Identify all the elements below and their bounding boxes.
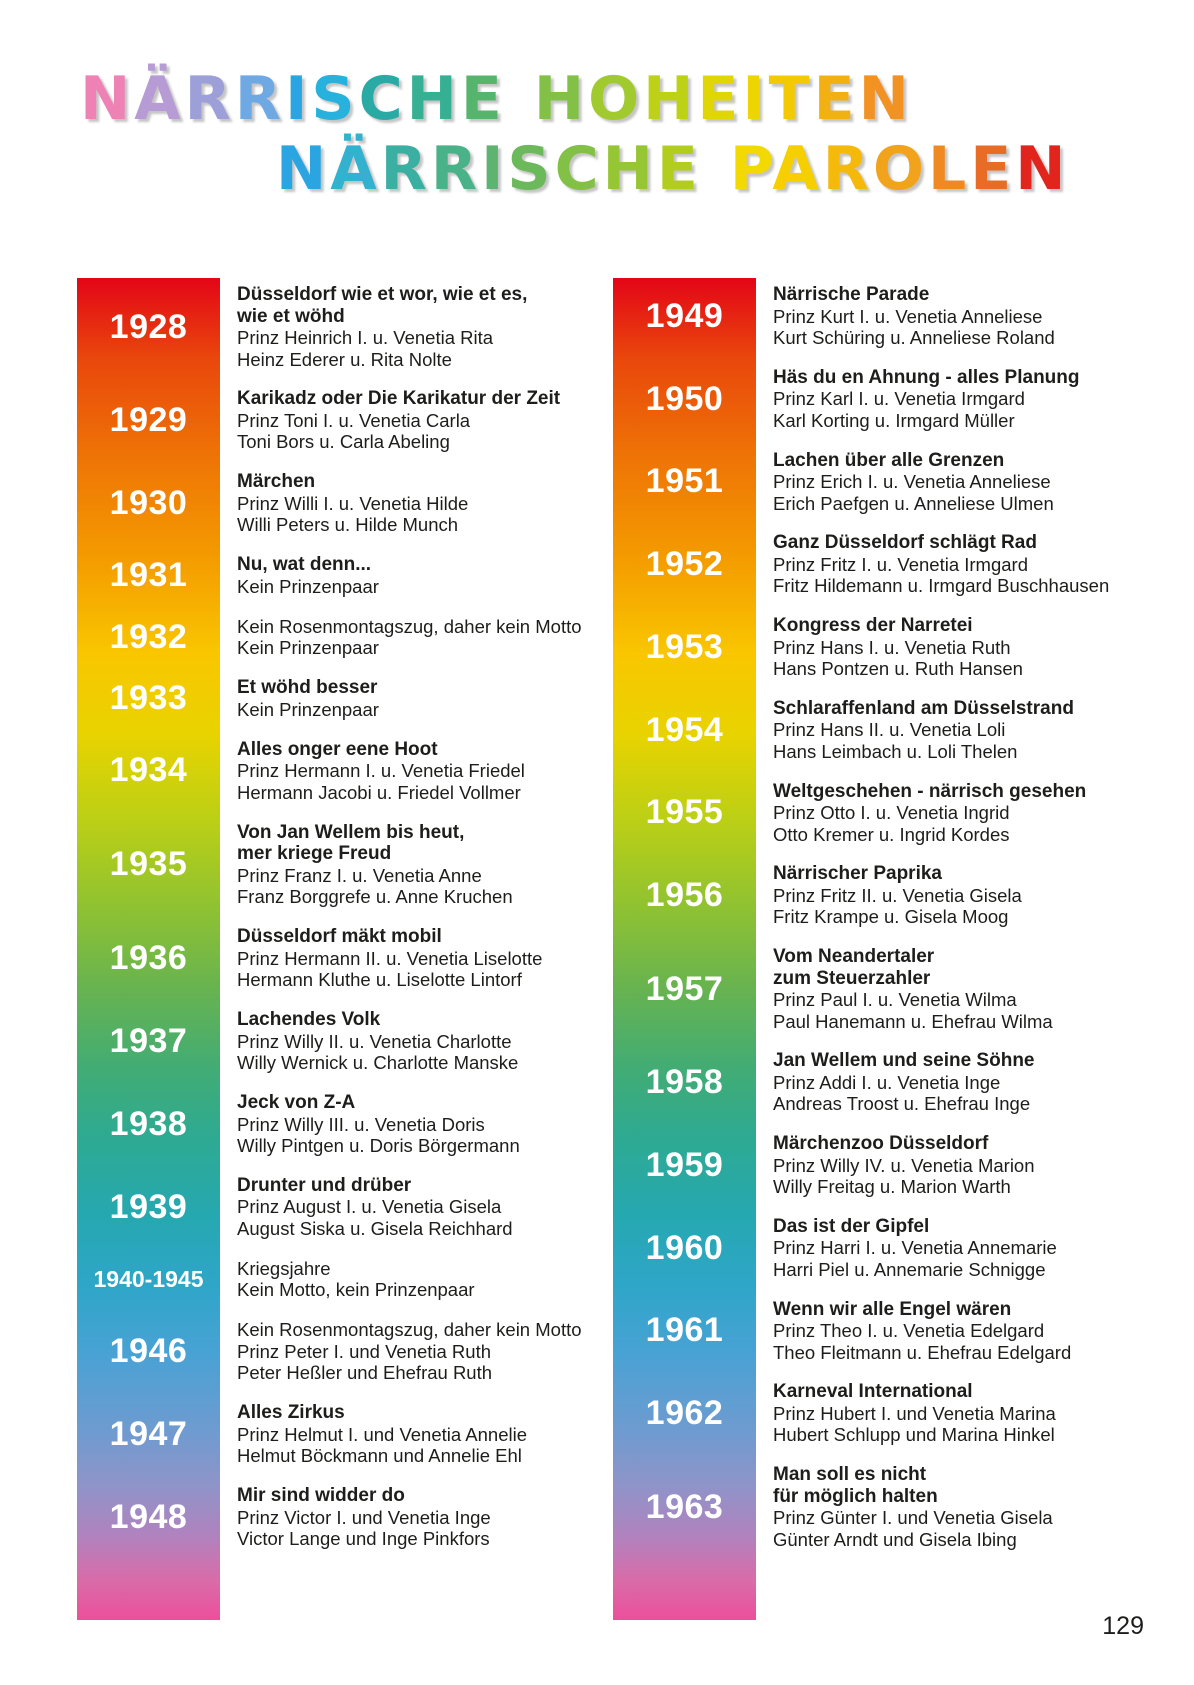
- entry-text: [237, 926, 542, 991]
- entry-name-line: Prinz Hans II. u. Venetia Loli: [773, 719, 1006, 741]
- entry-year: 1936: [109, 938, 188, 977]
- entry-motto-line: Man soll es nicht: [773, 1464, 927, 1485]
- entry-year: 1960: [645, 1228, 724, 1267]
- entry-name-line: Prinz Hans I. u. Venetia Ruth: [773, 636, 1011, 658]
- title-letter: O: [588, 64, 644, 134]
- title-letter: A: [772, 134, 823, 204]
- timeline-entry: [77, 554, 582, 597]
- entry-text: [773, 1050, 1035, 1115]
- entry-name-line: Fritz Krampe u. Gisela Moog: [773, 906, 1009, 928]
- page-number: 129: [1102, 1612, 1144, 1640]
- entry-text: [773, 450, 1054, 515]
- entry-text: [237, 1485, 491, 1550]
- entry-year: 1955: [645, 793, 724, 832]
- entry-motto-line: Weltgeschehen - närrisch gesehen: [773, 780, 1087, 802]
- entry-name-line: Otto Kremer u. Ingrid Kordes: [773, 823, 1010, 845]
- timeline-entry: [77, 388, 582, 453]
- entry-name-line: Fritz Hildemann u. Irmgard Buschhausen: [773, 575, 1110, 597]
- entry-name-line: Prinz Franz I. u. Venetia Anne: [237, 864, 482, 886]
- entry-year: 1948: [109, 1498, 188, 1537]
- entry-motto-line: mer kriege Freud: [237, 843, 392, 865]
- entry-text: [237, 1175, 513, 1240]
- entry-year: 1934: [109, 751, 188, 790]
- entry-motto-line: Das ist der Gipfel: [773, 1215, 930, 1237]
- title-letter: Ä: [134, 64, 185, 134]
- entry-name-line: Prinz Heinrich I. u. Venetia Rita: [237, 327, 494, 348]
- entry-year: 1933: [109, 679, 188, 718]
- timeline-entry: [77, 677, 582, 720]
- timeline-entry: [77, 284, 582, 370]
- entry-text: [237, 1009, 518, 1074]
- entry-name-line: Prinz Willy III. u. Venetia Doris: [237, 1113, 485, 1135]
- entry-text: [237, 388, 560, 453]
- entry-name-line: Hermann Kluthe u. Liselotte Lintorf: [237, 969, 522, 991]
- entry-text: [773, 1381, 1056, 1446]
- title-letter: E: [656, 134, 702, 204]
- entry-text: [773, 1464, 1053, 1550]
- timeline-column-left: [77, 278, 582, 1620]
- entry-motto-line: für möglich halten: [773, 1485, 938, 1507]
- entry-year: 1935: [109, 845, 188, 884]
- entry-year: 1952: [645, 545, 724, 583]
- entry-text: [237, 471, 468, 536]
- title-letter: S: [507, 134, 555, 204]
- entry-year: 1956: [645, 876, 724, 914]
- entry-text: [237, 1402, 527, 1467]
- title-letter: H: [533, 64, 589, 134]
- timeline-entry: [613, 367, 1133, 432]
- entry-year: 1928: [109, 307, 188, 346]
- entry-name-line: Prinz Helmut I. und Venetia Annelie: [237, 1423, 528, 1445]
- timeline-entry: [77, 1485, 582, 1550]
- entry-year: 1930: [109, 484, 188, 523]
- entry-year: 1938: [109, 1104, 188, 1143]
- entry-motto-line: wie et wöhd: [237, 305, 345, 327]
- title-letter: S: [311, 64, 359, 134]
- entry-motto-line: Närrische Parade: [773, 284, 930, 305]
- timeline-entry: [613, 698, 1133, 763]
- entry-name-line: Prinz Fritz I. u. Venetia Irmgard: [773, 553, 1028, 575]
- title-letter: N: [858, 64, 913, 134]
- entry-name-line: Willi Peters u. Hilde Munch: [237, 514, 459, 536]
- entry-name-line: Prinz Harri I. u. Venetia Annemarie: [773, 1237, 1057, 1259]
- entry-name-line: Prinz Willi I. u. Venetia Hilde: [237, 492, 469, 514]
- timeline-entry: [613, 450, 1133, 515]
- entry-motto-line: Düsseldorf mäkt mobil: [237, 926, 442, 948]
- entry-motto-line: Lachendes Volk: [237, 1009, 381, 1031]
- entry-year: 1949: [645, 296, 724, 335]
- entry-name-line: Franz Borggrefe u. Anne Kruchen: [237, 886, 513, 908]
- timeline-entry: [77, 926, 582, 991]
- entry-name-line: Victor Lange und Inge Pinkfors: [237, 1528, 490, 1550]
- timeline-entry: [77, 739, 582, 804]
- entry-name-line: Prinz Hermann II. u. Venetia Liselotte: [237, 947, 543, 969]
- entry-name-line: Hans Leimbach u. Loli Thelen: [773, 740, 1018, 762]
- entry-name-line: Prinz August I. u. Venetia Gisela: [237, 1196, 502, 1218]
- page-title-line-1: [80, 64, 913, 134]
- entry-motto-line: Et wöhd besser: [237, 677, 378, 699]
- entry-motto-line: Märchenzoo Düsseldorf: [773, 1133, 989, 1154]
- entry-motto-line: Karikadz oder Die Karikatur der Zeit: [237, 388, 561, 410]
- entry-year: 1953: [645, 627, 724, 666]
- entry-name-line: Kein Motto, kein Prinzenpaar: [237, 1279, 475, 1301]
- title-letter: R: [234, 64, 286, 134]
- timeline-entry: [77, 1402, 582, 1467]
- entry-text: [773, 1133, 1035, 1198]
- entry-year: 1929: [109, 401, 188, 440]
- timeline-entries-right: [613, 284, 1133, 1550]
- entry-motto-line: Jeck von Z-A: [237, 1092, 356, 1114]
- entry-text: [237, 1092, 520, 1157]
- title-letter: R: [822, 134, 873, 204]
- title-letter: E: [813, 64, 859, 134]
- entry-text: [773, 367, 1080, 432]
- entry-name-line: Prinz Peter I. und Venetia Ruth: [237, 1340, 492, 1362]
- entry-motto-line: Häs du en Ahnung - alles Planung: [773, 366, 1080, 388]
- entry-text: [237, 616, 582, 659]
- entry-year: 1937: [109, 1021, 188, 1060]
- timeline-entry: [613, 615, 1133, 680]
- timeline-entry: [613, 284, 1133, 349]
- entry-motto-line: Märchen: [237, 471, 316, 493]
- title-letter: R: [184, 64, 235, 134]
- entry-name-line: Heinz Ederer u. Rita Nolte: [237, 348, 452, 370]
- entry-motto-line: Alles Zirkus: [237, 1402, 345, 1424]
- entry-text: [773, 863, 1022, 928]
- timeline-entry: [613, 1133, 1133, 1198]
- title-letter: L: [928, 134, 971, 204]
- entry-name-line: Prinz Günter I. und Venetia Gisela: [773, 1507, 1053, 1528]
- entry-motto-line: Drunter und drüber: [237, 1174, 412, 1196]
- entry-name-line: Prinz Toni I. u. Venetia Carla: [237, 409, 471, 431]
- title-letter: I: [742, 64, 769, 134]
- entry-motto-line: Schlaraffenland am Düsselstrand: [773, 697, 1074, 719]
- entry-name-line: Prinz Theo I. u. Venetia Edelgard: [773, 1320, 1045, 1341]
- entry-name-line: Willy Wernick u. Charlotte Manske: [237, 1052, 519, 1074]
- timeline-entry: [77, 1258, 582, 1301]
- entry-name-line: Paul Hanemann u. Ehefrau Wilma: [773, 1010, 1053, 1032]
- entry-motto-line: Nu, wat denn...: [237, 554, 372, 576]
- entry-name-line: Hubert Schlupp und Marina Hinkel: [773, 1424, 1055, 1446]
- entry-text: [773, 946, 1053, 1032]
- entry-text: [237, 1258, 475, 1301]
- timeline-entry: [613, 863, 1133, 928]
- entry-name-line: Kein Rosenmontagszug, daher kein Motto: [237, 615, 582, 637]
- entry-name-line: Prinz Willy II. u. Venetia Charlotte: [237, 1030, 512, 1052]
- timeline-entry: [613, 1050, 1133, 1115]
- entry-motto-line: Jan Wellem und seine Söhne: [773, 1050, 1035, 1072]
- title-letter: T: [768, 64, 814, 134]
- entry-name-line: Toni Bors u. Carla Abeling: [237, 431, 450, 453]
- entry-name-line: Prinz Otto I. u. Venetia Ingrid: [773, 802, 1010, 823]
- title-letter: R: [380, 134, 431, 204]
- title-letter: N: [276, 134, 331, 204]
- entry-name-line: Prinz Victor I. und Venetia Inge: [237, 1506, 491, 1528]
- timeline-entry: [613, 946, 1133, 1032]
- title-letter: N: [1015, 134, 1070, 204]
- entry-name-line: Kurt Schüring u. Anneliese Roland: [773, 327, 1055, 348]
- entry-name-line: Helmut Böckmann und Annelie Ehl: [237, 1445, 522, 1467]
- entry-year: 1939: [109, 1187, 188, 1226]
- entry-text: [773, 1299, 1071, 1364]
- title-letter: N: [80, 64, 135, 134]
- title-letter: Ä: [330, 134, 381, 204]
- entry-text: [773, 532, 1109, 597]
- title-letter: E: [697, 64, 743, 134]
- title-letter: H: [602, 134, 657, 204]
- timeline-entries-left: [77, 284, 582, 1550]
- entry-year: 1940-1945: [93, 1265, 204, 1292]
- entry-text: [237, 284, 527, 370]
- entry-year: 1951: [645, 462, 724, 501]
- timeline-entry: [613, 1381, 1133, 1446]
- entry-motto-line: Vom Neandertaler: [773, 946, 935, 967]
- entry-name-line: Hermann Jacobi u. Friedel Vollmer: [237, 781, 521, 803]
- entry-text: [773, 1216, 1057, 1281]
- timeline-column-right: [613, 278, 1133, 1620]
- entry-text: [773, 781, 1086, 846]
- page-title-line-2: [276, 134, 1070, 204]
- entry-motto-line: Lachen über alle Grenzen: [773, 449, 1005, 471]
- entry-name-line: Willy Freitag u. Marion Warth: [773, 1176, 1011, 1197]
- entry-name-line: Prinz Addi I. u. Venetia Inge: [773, 1071, 1001, 1093]
- title-letter: H: [643, 64, 698, 134]
- entry-name-line: Kein Rosenmontagszug, daher kein Motto: [237, 1319, 582, 1341]
- timeline-entry: [613, 532, 1133, 597]
- entry-year: 1931: [109, 556, 188, 595]
- title-letter: C: [358, 64, 407, 134]
- entry-name-line: August Siska u. Gisela Reichhard: [237, 1217, 513, 1239]
- entry-text: [237, 739, 525, 804]
- entry-year: 1957: [645, 969, 724, 1008]
- entry-motto-line: Von Jan Wellem bis heut,: [237, 821, 465, 843]
- entry-name-line: Prinz Erich I. u. Venetia Anneliese: [773, 471, 1051, 492]
- entry-text: [773, 615, 1023, 680]
- entry-name-line: Prinz Kurt I. u. Venetia Anneliese: [773, 305, 1043, 327]
- entry-name-line: Prinz Karl I. u. Venetia Irmgard: [773, 388, 1025, 410]
- entry-name-line: Kriegsjahre: [237, 1257, 331, 1279]
- entry-year: 1963: [645, 1487, 724, 1526]
- title-letter: E: [970, 134, 1016, 204]
- timeline-entry: [77, 822, 582, 908]
- title-letter: P: [729, 134, 773, 204]
- entry-year: 1947: [109, 1415, 188, 1454]
- entry-text: [773, 284, 1055, 349]
- entry-name-line: Karl Korting u. Irmgard Müller: [773, 409, 1015, 431]
- timeline-entry: [77, 471, 582, 536]
- entry-name-line: Theo Fleitmann u. Ehefrau Edelgard: [773, 1341, 1072, 1363]
- entry-motto-line: Närrischer Paprika: [773, 863, 942, 885]
- entry-name-line: Prinz Fritz II. u. Venetia Gisela: [773, 884, 1022, 906]
- entry-year: 1962: [645, 1394, 724, 1432]
- timeline-entry: [77, 1175, 582, 1240]
- entry-text: [237, 554, 379, 597]
- entry-name-line: Erich Paefgen u. Anneliese Ulmen: [773, 492, 1054, 514]
- entry-year: 1932: [109, 617, 188, 656]
- entry-year: 1946: [109, 1332, 188, 1371]
- entry-motto-line: Karneval International: [773, 1381, 973, 1403]
- entry-text: [237, 677, 379, 720]
- title-letter: R: [430, 134, 482, 204]
- timeline-entry: [613, 781, 1133, 846]
- entry-text: [237, 1319, 582, 1384]
- entry-year: 1954: [645, 710, 724, 749]
- entry-motto-line: Mir sind widder do: [237, 1485, 405, 1507]
- entry-name-line: Prinz Hubert I. und Venetia Marina: [773, 1402, 1056, 1424]
- entry-motto-line: Ganz Düsseldorf schlägt Rad: [773, 532, 1037, 554]
- timeline-entry: [77, 616, 582, 659]
- entry-name-line: Prinz Willy IV. u. Venetia Marion: [773, 1154, 1035, 1176]
- title-letter: H: [406, 64, 461, 134]
- entry-motto-line: Alles onger eene Hoot: [237, 738, 438, 760]
- entry-motto-line: zum Steuerzahler: [773, 967, 931, 989]
- entry-year: 1958: [645, 1063, 724, 1101]
- timeline-entry: [613, 1299, 1133, 1364]
- entry-year: 1950: [645, 379, 724, 418]
- entry-text: [773, 698, 1074, 763]
- entry-name-line: Prinz Paul I. u. Venetia Wilma: [773, 989, 1017, 1010]
- timeline-entry: [613, 1216, 1133, 1281]
- entry-name-line: Prinz Hermann I. u. Venetia Friedel: [237, 760, 525, 782]
- entry-name-line: Günter Arndt und Gisela Ibing: [773, 1528, 1017, 1550]
- entry-name-line: Kein Prinzenpaar: [237, 575, 379, 597]
- entry-name-line: Peter Heßler und Ehefrau Ruth: [237, 1362, 493, 1384]
- timeline-entry: [77, 1092, 582, 1157]
- entry-name-line: Kein Prinzenpaar: [237, 637, 379, 659]
- title-letter: I: [481, 134, 508, 204]
- title-letter: O: [872, 134, 928, 204]
- title-letter: E: [460, 64, 506, 134]
- entry-name-line: Hans Pontzen u. Ruth Hansen: [773, 658, 1023, 679]
- entry-name-line: Andreas Troost u. Ehefrau Inge: [773, 1093, 1031, 1115]
- entry-motto-line: Wenn wir alle Engel wären: [773, 1298, 1012, 1320]
- entry-year: 1959: [645, 1145, 724, 1184]
- timeline-entry: [77, 1009, 582, 1074]
- entry-name-line: Harri Piel u. Annemarie Schnigge: [773, 1258, 1046, 1280]
- entry-motto-line: Kongress der Narretei: [773, 615, 973, 636]
- entry-text: [237, 822, 513, 908]
- entry-name-line: Willy Pintgen u. Doris Börgermann: [237, 1135, 520, 1157]
- title-letter: I: [285, 64, 312, 134]
- entry-name-line: Kein Prinzenpaar: [237, 698, 379, 720]
- title-letter: C: [554, 134, 603, 204]
- timeline-entry: [77, 1319, 582, 1384]
- timeline-entry: [613, 1464, 1133, 1550]
- entry-motto-line: Düsseldorf wie et wor, wie et es,: [237, 284, 528, 305]
- entry-year: 1961: [645, 1311, 724, 1350]
